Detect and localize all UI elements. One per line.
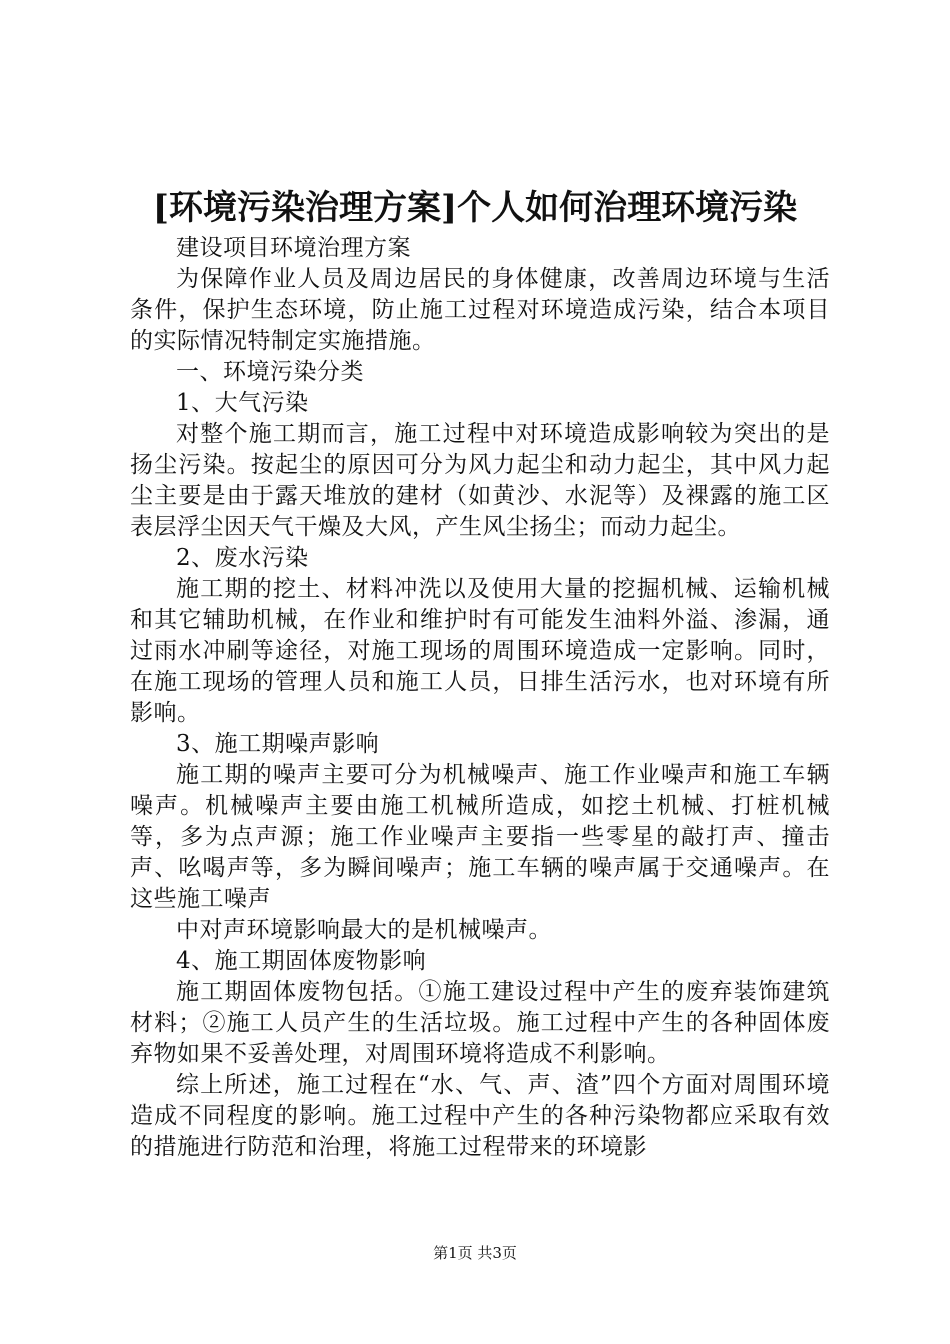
- paragraph-air-pollution: 对整个施工期而言，施工过程中对环境造成影响较为突出的是扬尘污染。按起尘的原因可分为风力起尘和动力起尘，其中风力起尘主要是由于露天堆放的建材（如黄沙、水泥等）及裸露的施工区表层浮尘因天气干燥及大风，产生风尘扬尘；而动力起尘。: [130, 421, 830, 540]
- paragraph-project-heading: 建设项目环境治理方案: [176, 235, 411, 261]
- section-heading-pollution-types: 一、环境污染分类: [176, 359, 364, 385]
- page-footer: 第1页 共3页: [433, 1244, 517, 1262]
- paragraph-solid-waste: 施工期固体废物包括。①施工建设过程中产生的废弃装饰建筑材料；②施工人员产生的生活垃圾。施工过程中产生的各种固体废弃物如果不妥善处理，对周围环境将造成不利影响。: [130, 979, 830, 1067]
- paragraph-wastewater: 施工期的挖土、材料冲洗以及使用大量的挖掘机械、运输机械和其它辅助机械，在作业和维护时有可能发生油料外溢、渗漏，通过雨水冲刷等途径，对施工现场的周围环境造成一定影响。同时，在施工现场的管理人员和施工人员，日排生活污水，也对环境有所影响。: [130, 576, 830, 726]
- subheading-air-pollution: 1、大气污染: [176, 390, 309, 416]
- subheading-wastewater: 2、废水污染: [176, 545, 309, 571]
- document-body: [130, 233, 830, 1163]
- paragraph-noise: 施工期的噪声主要可分为机械噪声、施工作业噪声和施工车辆噪声。机械噪声主要由施工机械所造成，如挖土机械、打桩机械等，多为点声源；施工作业噪声主要指一些零星的敲打声、撞击声、吆喝声等，多为瞬间噪声；施工车辆的噪声属于交通噪声。在这些施工噪声: [130, 762, 830, 912]
- document-title: [环境污染治理方案]个人如何治理环境污染: [152, 188, 798, 228]
- subheading-noise: 3、施工期噪声影响: [176, 731, 380, 757]
- paragraph-summary: 综上所述，施工过程在“水、气、声、渣”四个方面对周围环境造成不同程度的影响。施工过程中产生的各种污染物都应采取有效的措施进行防范和治理，将施工过程带来的环境影: [130, 1072, 830, 1160]
- paragraph-intro: 为保障作业人员及周边居民的身体健康，改善周边环境与生活条件，保护生态环境，防止施工过程对环境造成污染，结合本项目的实际情况特制定实施措施。: [130, 266, 830, 354]
- subheading-solid-waste: 4、施工期固体废物影响: [176, 948, 427, 974]
- paragraph-noise-continued: 中对声环境影响最大的是机械噪声。: [176, 917, 552, 943]
